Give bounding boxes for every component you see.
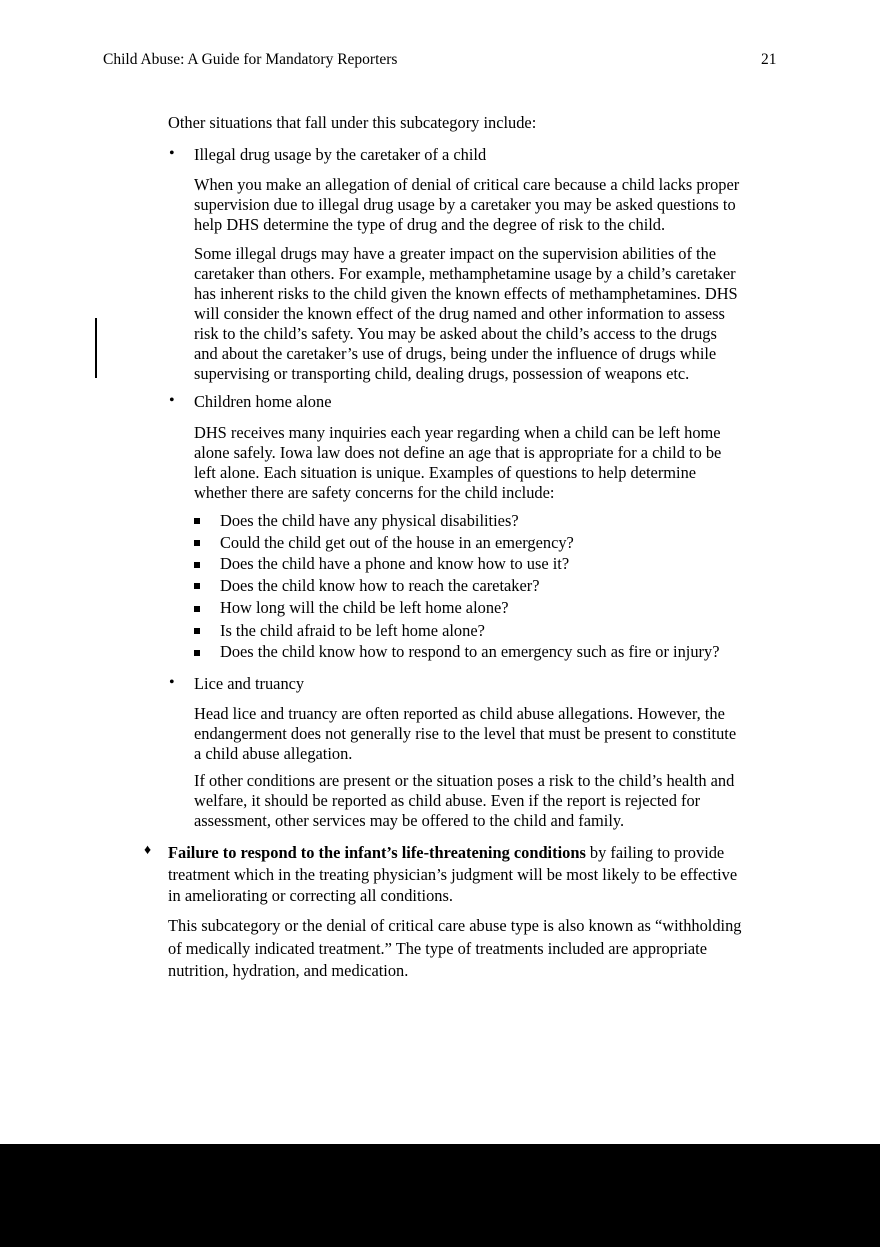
bold-lead: Failure to respond to the infant’s life-threatening conditions [168,843,586,862]
text-line: treatment which in the treating physician’s judgment will be most likely to be effective [168,864,738,884]
text-line: left alone. Each situation is unique. Examples of questions to help determine [194,463,697,482]
bullet-icon: • [169,674,175,691]
square-bullet-icon [194,518,200,524]
bullet-icon: • [169,145,175,162]
text-line: caretaker than others. For example, methamphetamine usage by a child’s caretaker [194,264,736,283]
question-item: Does the child have any physical disabilities? [220,511,519,530]
text-line: welfare, it should be reported as child abuse. Even if the report is rejected for [194,791,701,810]
paragraph-other-conditions [194,771,734,831]
text-line [168,842,737,864]
square-bullet-icon [194,628,200,634]
question-item: Does the child have a phone and know how to use it? [220,554,570,573]
question-item: Could the child get out of the house in an emergency? [220,533,574,552]
text-line: When you make an allegation of denial of critical care because a child lacks proper [194,175,740,194]
text-line: alone safely. Iowa law does not define an age that is appropriate for a child to be [194,443,722,462]
text-line: a child abuse allegation. [194,744,353,763]
bullet-label-home-alone: Children home alone [194,392,332,411]
text-line: supervision due to illegal drug usage by a caretaker you may be asked questions to [194,195,736,214]
bullet-label-lice-truancy: Lice and truancy [194,674,305,693]
text-line: will consider the known effect of the drug named and other information to assess [194,304,725,323]
running-header-title: Child Abuse: A Guide for Mandatory Reporters [103,51,398,68]
question-item: Does the child know how to respond to an emergency such as fire or injury? [220,642,720,661]
text-line: endangerment does not generally rise to the level that must be present to constitute [194,724,737,743]
square-bullet-icon [194,650,200,656]
text-line: in ameliorating or correcting all conditions. [168,886,453,905]
paragraph-drug-impact [194,244,738,384]
bullet-icon: • [169,392,175,409]
question-item: How long will the child be left home alone? [220,598,509,617]
text-line: If other conditions are present or the situation poses a risk to the child’s health and [194,771,735,790]
text-line: help DHS determine the type of drug and the degree of risk to the child. [194,215,666,234]
question-item: Is the child afraid to be left home alone? [220,621,485,640]
diamond-bullet-icon: ♦ [144,843,152,858]
paragraph-drug-allegation [194,175,739,235]
text-line: This subcategory or the denial of critical care abuse type is also known as “withholding [168,916,742,935]
text-line: nutrition, hydration, and medication. [168,961,409,980]
square-bullet-icon [194,562,200,568]
text-line: and about the caretaker’s use of drugs, being under the influence of drugs while [194,344,717,363]
revision-change-bar [95,318,97,378]
text-line: assessment, other services may be offered to the child and family. [194,811,625,830]
square-bullet-icon [194,606,200,612]
bullet-label-drug-usage: Illegal drug usage by the caretaker of a child [194,145,487,164]
text-line: Some illegal drugs may have a greater impact on the supervision abilities of the [194,244,717,263]
lead-rest: by failing to provide [585,843,725,862]
text-line: has inherent risks to the child given the known effects of methamphetamines. DHS [194,284,738,303]
question-item: Does the child know how to reach the caretaker? [220,576,540,595]
paragraph-withholding-treatment [168,915,742,983]
paragraph-failure-to-respond [168,842,737,907]
text-line: risk to the child’s safety. You may be asked about the child’s access to the drugs [194,324,717,343]
text-line: of medically indicated treatment.” The type of treatments included are appropriate [168,938,707,958]
paragraph-lice-truancy [194,704,736,764]
text-line: supervising or transporting child, dealing drugs, possession of weapons etc. [194,364,690,383]
paragraph-home-alone [194,423,721,503]
square-bullet-icon [194,583,200,589]
text-line: DHS receives many inquiries each year regarding when a child can be left home [194,423,721,442]
intro-text: Other situations that fall under this subcategory include: [168,113,537,132]
text-line: whether there are safety concerns for the child include: [194,483,555,502]
page-number: 21 [761,51,777,68]
black-bottom-band [0,1144,880,1247]
text-line: Head lice and truancy are often reported as child abuse allegations. However, the [194,704,725,723]
square-bullet-icon [194,540,200,546]
